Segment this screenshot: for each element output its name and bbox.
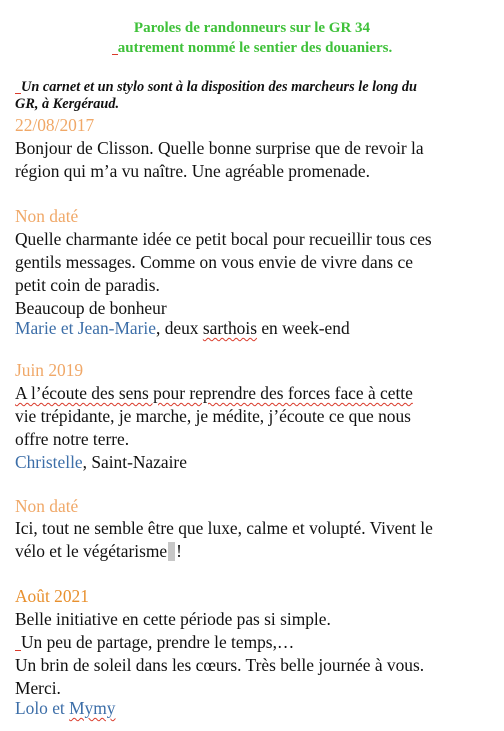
entry-text-line: région qui m’a vu naître. Une agréable promenade. — [15, 161, 370, 181]
entry-date: Non daté — [15, 496, 79, 516]
entry-text: Un peu de partage, prendre le temps,… — [21, 632, 295, 652]
signature-name: Christelle — [15, 452, 83, 472]
spellcheck-word: Mymy — [69, 698, 116, 718]
entry-text-line: petit coin de paradis. — [15, 275, 160, 295]
entry-text-line — [15, 540, 500, 563]
entry-text-line: Quelle charmante idée ce petit bocal pour recueillir tous ces — [15, 229, 432, 249]
entry-text-line — [15, 382, 500, 405]
entry-signature — [15, 451, 500, 474]
entry-text: ! — [176, 541, 182, 561]
entry-signature — [15, 697, 500, 720]
intro-text: Un carnet et un stylo sont à la disposition des marcheurs le long du — [21, 79, 418, 95]
intro-line — [15, 77, 495, 96]
entry-date: Juin 2019 — [15, 360, 84, 380]
entry-text-line: Belle initiative en cette période pas si simple. — [15, 609, 331, 629]
signature-text: en week-end — [256, 318, 350, 338]
entry-text-line — [15, 631, 500, 654]
intro-line: GR, à Kergéraud. — [15, 96, 120, 112]
entry-text-line: vie trépidante, je marche, je médite, j’écoute ce que nous — [15, 406, 411, 426]
entry-date: 22/08/2017 — [15, 115, 95, 135]
signature-text: , Saint-Nazaire — [82, 452, 187, 472]
entry-text-line: Merci. — [15, 678, 61, 698]
entry-text: vélo et le végétarisme — [15, 541, 168, 561]
entry-text-line: Beaucoup de bonheur — [15, 298, 167, 318]
signature-text: , deux — [156, 318, 203, 338]
spellcheck-text: A l’écoute des sens pour reprendre des forces face à cette — [15, 383, 413, 403]
document-subtitle — [0, 38, 504, 58]
signature-name: Marie et Jean-Marie — [15, 318, 156, 338]
entry-text-line: Un brin de soleil dans les cœurs. Très belle journée à vous. — [15, 655, 425, 675]
spellcheck-word: sarthois — [202, 318, 257, 338]
entry-text-line: offre notre terre. — [15, 429, 130, 449]
document-title: Paroles de randonneurs sur le GR 34 — [133, 20, 371, 36]
entry-signature — [15, 317, 500, 340]
text-cursor-mark — [168, 542, 175, 561]
subtitle-text: autrement nommé le sentier des douaniers. — [117, 40, 393, 56]
entry-text-line: gentils messages. Comme on vous envie de vivre dans ce — [15, 252, 413, 272]
signature-name: Lolo et — [15, 698, 70, 718]
entry-date: Août 2021 — [15, 586, 89, 606]
entry-text-line: Ici, tout ne semble être que luxe, calme et volupté. Vivent le — [15, 518, 433, 538]
entry-date: Non daté — [15, 206, 79, 226]
entry-text-line: Bonjour de Clisson. Quelle bonne surprise que de revoir la — [15, 138, 424, 158]
